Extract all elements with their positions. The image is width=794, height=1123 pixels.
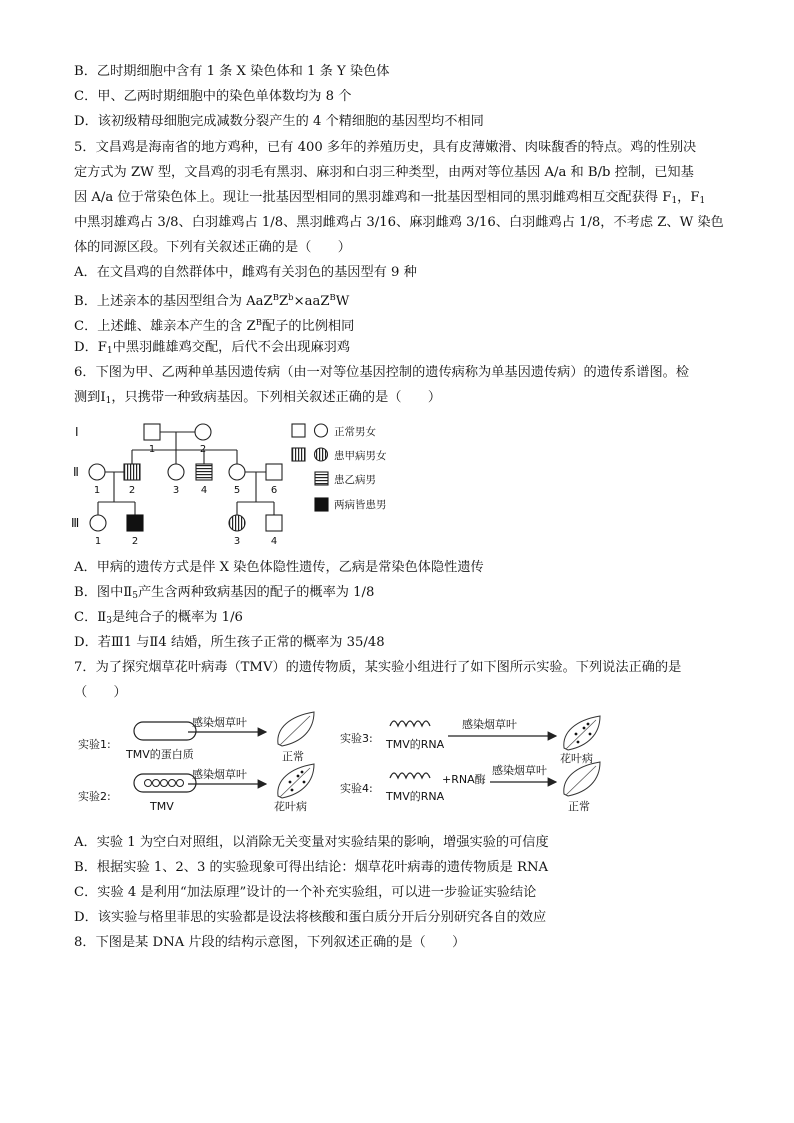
- q6-stem-line2: 测到$Ⅰ_1$，只携带一种致病基因。下列相关叙述正确的是（ ）: [74, 390, 442, 406]
- num-I2: 2: [199, 444, 207, 455]
- q6-option-d: D．若Ⅲ1 与Ⅱ4 结婚，所生孩子正常的概率为 35/48: [74, 635, 385, 650]
- q6-stem-line1: 6．下图为甲、乙两种单基因遗传病（由一对等位基因控制的遗传病称为单基因遗传病）的遗传系谱图。检: [74, 365, 690, 380]
- pedigree-II3-female: [168, 464, 184, 480]
- num-III1: 1: [94, 536, 102, 547]
- exp4-label: 实验4:: [340, 782, 373, 795]
- num-III3: 3: [233, 536, 241, 547]
- exp3-rna-label: TMV的RNA: [386, 738, 445, 751]
- exp3-leaf-mosaic: [564, 716, 600, 750]
- legend-both: 两病皆患男: [334, 499, 387, 511]
- q5-stem-line4: 中黑羽雄鸡占 3/8、白羽雄鸡占 1/8、黑羽雌鸡占 3/16、麻羽雌鸡 3/16、白羽雌鸡占 1/8，不考虑 Z、W 染色: [74, 215, 724, 230]
- q6-option-b: B．图中$Ⅱ_5$产生含两种致病基因的配子的概率为 1/8: [74, 585, 375, 601]
- q5-option-c: C．上述雌、雄亲本产生的含 $Z^B$配子的比例相同: [74, 318, 355, 334]
- exp2-infect-label: 感染烟草叶: [192, 768, 247, 781]
- exp2-leaf-mosaic: [278, 764, 314, 798]
- num-II6: 6: [270, 485, 278, 496]
- exp3-result: 花叶病: [560, 752, 593, 765]
- exp3-rna-strand: [390, 721, 430, 726]
- pedigree-II2-male-disease-a: [124, 464, 140, 480]
- exp4-result: 正常: [568, 800, 590, 813]
- exp4-rnase-label: +RNA酶: [442, 773, 486, 786]
- exp4-rna-strand: [390, 773, 430, 778]
- q5-stem-line3: 因 A/a 位于常染色体上。现让一批基因型相同的黑羽雄鸡和一批基因型相同的黑羽雌鸡相互交配获得 $F_1$，$F_1$: [74, 190, 706, 206]
- num-I1: 1: [148, 444, 156, 455]
- q5-option-d: D．$F_1$中黑羽雌雄鸡交配，后代不会出现麻羽鸡: [74, 340, 351, 356]
- q5-option-a: A．在文昌鸡的自然群体中，雌鸡有关羽色的基因型有 9 种: [74, 265, 417, 280]
- q7-option-a: A．实验 1 为空白对照组，以消除无关变量对实验结果的影响，增强实验的可信度: [74, 835, 549, 850]
- legend-disease-b: 患乙病男: [334, 474, 376, 486]
- q8-stem: 8．下图是某 DNA 片段的结构示意图，下列叙述正确的是（ ）: [74, 935, 466, 950]
- exp2-result: 花叶病: [274, 800, 307, 813]
- exp1-leaf-normal: [278, 712, 314, 746]
- pedigree-I2-female: [195, 424, 211, 440]
- q7-option-c: C．实验 4 是利用“加法原理”设计的一个补充实验组，可以进一步验证实验结论: [74, 885, 537, 900]
- q7-option-d: D．该实验与格里菲思的实验都是设法将核酸和蛋白质分开后分别研究各自的效应: [74, 910, 547, 925]
- pedigree-II6-male: [266, 464, 282, 480]
- gen-label-II: Ⅱ: [73, 465, 79, 479]
- pedigree-chart: [70, 414, 430, 554]
- q7-stem-line1: 7．为了探究烟草花叶病毒（TMV）的遗传物质，某实验小组进行了如下图所示实验。下列说法正确的是: [74, 660, 682, 675]
- exp4-rna-label: TMV的RNA: [386, 790, 445, 803]
- pedigree-III1-female: [90, 515, 106, 531]
- exp1-label: 实验1:: [78, 738, 111, 751]
- pedigree-II1-female: [89, 464, 105, 480]
- tmv-protein-label: TMV的蛋白质: [126, 748, 194, 761]
- tmv-experiment-figure: [78, 708, 638, 818]
- q7-option-b: B．根据实验 1、2、3 的实验现象可得出结论：烟草花叶病毒的遗传物质是 RNA: [74, 860, 549, 875]
- exp3-label: 实验3:: [340, 732, 373, 745]
- pedigree-III4-male: [266, 515, 282, 531]
- q6-option-c: C．$Ⅱ_3$是纯合子的概率为 1/6: [74, 610, 243, 626]
- q4-option-c: C．甲、乙两时期细胞中的染色单体数均为 8 个: [74, 89, 352, 104]
- pedigree-III2-male-both: [127, 515, 143, 531]
- q5-stem-line1: 5．文昌鸡是海南省的地方鸡种，已有 400 多年的养殖历史，具有皮薄嫩滑、肉味馥香的特点。鸡的性别决: [74, 140, 697, 155]
- exp3-infect-label: 感染烟草叶: [462, 718, 517, 731]
- legend-normal: 正常男女: [334, 426, 376, 438]
- q7-stem-line2: （ ）: [74, 685, 127, 700]
- q4-option-d: D．该初级精母细胞完成减数分裂产生的 4 个精细胞的基因型均不相同: [74, 114, 484, 129]
- num-II3: 3: [172, 485, 180, 496]
- q6-option-a: A．甲病的遗传方式是伴 X 染色体隐性遗传，乙病是常染色体隐性遗传: [74, 560, 484, 575]
- tmv-protein-capsule: [134, 722, 196, 740]
- gen-label-I: Ⅰ: [75, 425, 79, 439]
- num-II2: 2: [128, 485, 136, 496]
- pedigree-II4-male-disease-b: [196, 464, 212, 480]
- q5-option-b: B．上述亲本的基因型组合为 $AaZ^BZ^b\times aaZ^BW$: [74, 293, 350, 309]
- pedigree-I1-male: [144, 424, 160, 440]
- pedigree-II5-female: [229, 464, 245, 480]
- exp4-leaf-normal: [564, 762, 600, 796]
- q5-stem-line5: 体的同源区段。下列有关叙述正确的是（ ）: [74, 240, 351, 255]
- num-II1: 1: [93, 485, 101, 496]
- num-III2: 2: [131, 536, 139, 547]
- q5-stem-line2: 定方式为 ZW 型，文昌鸡的羽毛有黑羽、麻羽和白羽三种类型，由两对等位基因 A/a 和 B/b 控制，已知基: [74, 165, 694, 180]
- exp2-label: 实验2:: [78, 790, 111, 803]
- tmv-label: TMV: [150, 800, 174, 813]
- tmv-virus-capsule: [134, 774, 196, 792]
- pedigree-III3-female-disease-a: [229, 515, 245, 531]
- num-II5: 5: [233, 485, 241, 496]
- num-III4: 4: [270, 536, 278, 547]
- num-II4: 4: [200, 485, 208, 496]
- exp4-infect-label: 感染烟草叶: [492, 764, 547, 777]
- gen-label-III: Ⅲ: [71, 516, 80, 530]
- q4-option-b: B．乙时期细胞中含有 1 条 X 染色体和 1 条 Y 染色体: [74, 64, 390, 79]
- exp1-result: 正常: [282, 750, 304, 763]
- legend-disease-a: 患甲病男女: [334, 450, 387, 462]
- exp1-infect-label: 感染烟草叶: [192, 716, 247, 729]
